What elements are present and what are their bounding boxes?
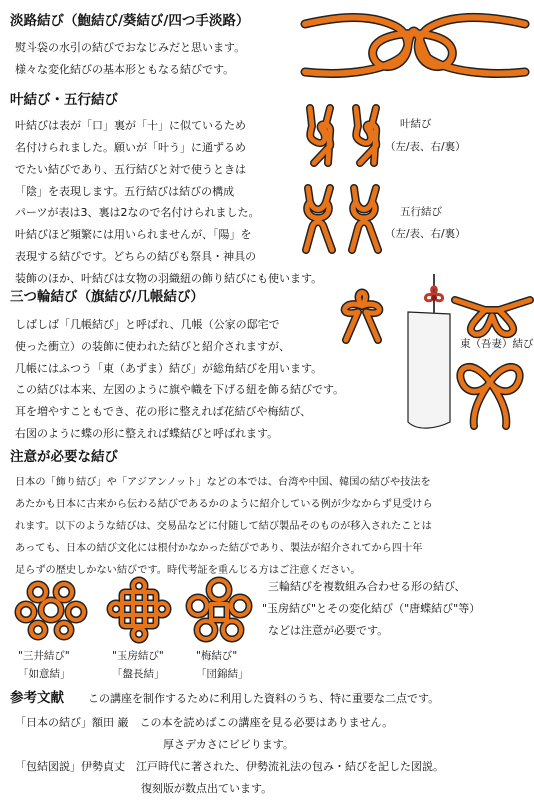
gogyo-label: 五行結び [400,206,442,218]
caution-line-2: あたかも日本に古来から伝わる結びであるかのように紹介している例が少なからず見受けら [15,499,433,510]
gogyo-knot-back [352,188,378,250]
ume-knot-illustration [188,578,250,644]
awaji-line-2: 様々な変化結びの基本形ともなる結びです。 [15,63,235,76]
gogyo-sides: （左/表、右/裏） [385,228,466,240]
reference-2-line-1: 「包結図説」伊勢貞丈 江戸時代に著された、伊勢流礼法の包み・結びを記した図説。 [15,760,444,773]
reference-2-line-2: 復刻版が数点出ています。 [141,782,273,795]
knot-name-tamafusa: "玉房結び" [112,650,164,662]
awaji-title: 淡路結び（鮑結び/葵結び/四つ手淡路） [10,13,250,29]
caution-note-1: 三輪結びを複数組み合わせる形の結び、 [268,580,466,593]
awaji-knot-illustration [300,6,530,86]
caution-line-5: 足らずの歴史しかない結びです。時代考証を重んじる方はご注意ください。 [15,565,361,576]
mitsuwa-title: 三つ輪結び（旗結び/几帳結び） [10,289,204,305]
knot-name-mitsui: "三井結び" [18,650,70,662]
kanou-knot-front [310,108,330,163]
mitsuwa-knot-illustration [332,284,392,340]
mitsuwa-line-1: しばしば「几帳結び」と呼ばれ、几帳（公家の邸宅で [15,318,280,331]
mitsuwa-line-6: 右図のように蝶の形に整えれば蝶結びと呼ばれます。 [15,427,279,440]
mitsuwa-line-5: 耳を増やすこともでき、花の形に整えれば花結びや梅結び、 [15,405,312,418]
kanou-line-3: でたい結びであり、五行結びと対で使うときは [15,163,246,176]
caution-line-3: れます。以下のような結びは、交易品などに付随して結び製品そのものが移入されたことは [15,521,432,532]
knot-alt-ume: 「団錦結」 [196,668,249,680]
caution-note-3: などは注意が必要です。 [268,624,389,637]
caution-note-2: "玉房結び"とその変化結び（"唐蝶結び"等） [262,602,481,615]
kanou-line-1: 叶結びは表が「口」裏が「十」に似ているため [15,119,246,132]
awaji-cord-outline [305,18,525,74]
awaji-line-1: 熨斗袋の水引の結びでおなじみだと思います。 [15,41,246,54]
references-title: 参考文献 [10,690,64,706]
mitsuwa-line-3: 几帳にはふつう「東（あずま）結び」が総角結びを用います。 [15,362,323,375]
kanou-knot-illustration [300,108,390,163]
caution-title: 注意が必要な結び [10,449,118,465]
gogyo-knot-front [306,188,332,250]
kanou-line-5: パーツが表は3、裏は2なので名付けられました。 [15,206,260,219]
kanou-line-2: 名付けられました。願いが「叶う」に通ずるめ [15,141,246,154]
kanou-label: 叶結び [400,118,432,130]
kanou-knot-back [356,108,376,163]
kanou-line-6: 叶結びほど頻繁には用いられませんが、「陽」を [15,228,252,241]
caution-line-4: あっても、日本の結び文化には根付かなかった結びであり、製法が紹介されてから四十年 [15,543,423,554]
knot-name-ume: "梅結び" [196,650,238,662]
references-intro: この講座を制作するために利用した資料のうち、特に重要な二点です。 [88,692,440,705]
caution-line-1: 日本の「飾り結び」や「アジアンノット」などの本では、台湾や中国、韓国の結びや技法を [15,477,431,488]
knot-alt-mitsui: 「如意結」 [18,668,71,680]
mitsuwa-line-4: この結びは本来、左図のように旗や幟を下げる紐を飾る結びです。 [15,383,345,396]
banner-cloth [408,312,450,428]
kanou-sides: （左/表、右/裏） [385,141,466,153]
kanou-line-7: 表現する結びです。どちらの結びも祭具・神具の [15,250,257,263]
mitsuwa-line-2: 使った衝立）の装飾に使われた結びと紹介されますが、 [15,340,290,353]
knot-alt-tamafusa: 「盤長結」 [112,668,165,680]
butterfly-knot-illustration [452,352,528,432]
mitsui-knot-illustration [16,578,86,644]
tamafusa-knot-illustration [108,578,170,644]
kanou-gogyo-title: 叶結び・五行結び [10,92,118,108]
azuma-caption: 東（吾妻）結び [460,338,534,350]
reference-1-line-1: 「日本の結び」額田 巌 この本を読めばこの講座を見る必要はありません。 [15,716,394,729]
azuma-knot-illustration [455,290,530,340]
gogyo-knot-illustration [300,188,390,250]
kanou-line-4: 「陰」を表現します。五行結びは結びの構成 [15,185,235,198]
reference-1-line-2: 厚さデカさにビビります。 [163,738,294,751]
kanou-line-8: 装飾のほか、叶結びは女物の羽織紐の飾り結びにも使います。 [15,272,323,285]
